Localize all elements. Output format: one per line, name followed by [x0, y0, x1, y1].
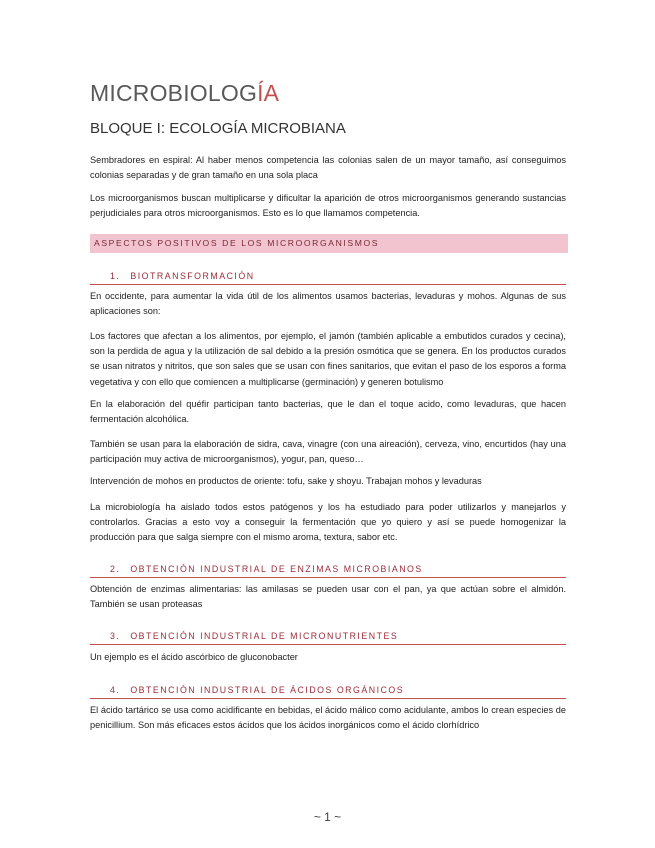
- paragraph: En la elaboración del quéfir participan tanto bacterias, que le dan el toque acido, como levaduras, que hacen fermentación alcohólica.: [90, 399, 566, 425]
- section-heading-text: OBTENCIÓN INDUSTRIAL DE MICRONUTRIENTES: [130, 631, 399, 641]
- title-main: MICROBIOLOG: [90, 80, 258, 106]
- section-number: 3.: [110, 631, 121, 641]
- intro-paragraph-1: Sembradores en espiral: Al haber menos competencia las colonias salen de un mayor tamaño, así conseguimos colonias separadas y de gran tamaño en una sola placa: [90, 155, 566, 181]
- title-accent: ÍA: [257, 80, 280, 106]
- paragraph: El ácido tartárico se usa como acidificante en bebidas, el ácido málico como acidulante, ambos lo crean especies de penicillium. Son más eficaces estos ácidos que los ácidos inorgánicos como el ácido clorhídrico: [90, 705, 566, 731]
- section-heading-1: [90, 269, 566, 285]
- paragraph: Intervención de mohos en productos de oriente: tofu, sake y shoyu. Trabajan mohos y levaduras: [90, 476, 482, 486]
- paragraph: Obtención de enzimas alimentarias: las amilasas se pueden usar con el pan, ya que actúan sobre el almidón. También se usan proteasas: [90, 584, 566, 610]
- section-number: 4.: [110, 685, 121, 695]
- paragraph: Un ejemplo es el ácido ascórbico de gluconobacter: [90, 652, 298, 662]
- page-title: [90, 80, 279, 107]
- intro-paragraph-2: Los microorganismos buscan multiplicarse y dificultar la aparición de otros microorganismos generando sustancias perjudiciales para otros microorganismos. Esto es lo que llamamos competencia.: [90, 193, 566, 219]
- section-heading-text: OBTENCIÓN INDUSTRIAL DE ENZIMAS MICROBIANOS: [130, 564, 423, 574]
- page-number: ~ 1 ~: [313, 810, 342, 824]
- section-number: 1.: [110, 271, 121, 281]
- paragraph: En occidente, para aumentar la vida útil de los alimentos usamos bacterias, levaduras y mohos. Algunas de sus aplicaciones son:: [90, 291, 566, 317]
- block-subtitle: BLOQUE I: ECOLOGÍA MICROBIANA: [90, 120, 346, 137]
- paragraph: También se usan para la elaboración de sidra, cava, vinagre (con una aireación), cerveza, vino, encurtidos (hay una participación muy activa de microorganismos), yogur, pan, queso…: [90, 439, 566, 465]
- section-heading-3: [90, 629, 566, 645]
- section-number: 2.: [110, 564, 121, 574]
- section-heading-text: OBTENCIÓN INDUSTRIAL DE ÁCIDOS ORGÁNICOS: [130, 685, 405, 695]
- section-heading-4: [90, 683, 566, 699]
- section-banner: ASPECTOS POSITIVOS DE LOS MICROORGANISMOS: [90, 234, 568, 253]
- paragraph: La microbiología ha aislado todos estos patógenos y los ha estudiado para poder utilizarlos y manejarlos y controlarlos. Gracias a esto voy a conseguir la fermentación que yo quiero y así se puede homogenizar la producción para que salga siempre con el mismo aroma, textura, sabor etc.: [90, 502, 566, 543]
- section-heading-text: BIOTRANSFORMACIÓN: [130, 271, 255, 281]
- paragraph: Los factores que afectan a los alimentos, por ejemplo, el jamón (también aplicable a embutidos curados y cecina), son la perdida de agua y la utilización de sal debido a la presión osmótica que se genera. En los productos curados se usan nitratos y nitritos, que son sales que se usan con fines sanitarios, que evitan el paso de los esporos a forma vegetativa y con ello que comiencen a multiplicarse (germinación) y generen botulismo: [90, 331, 566, 387]
- section-heading-2: [90, 562, 566, 578]
